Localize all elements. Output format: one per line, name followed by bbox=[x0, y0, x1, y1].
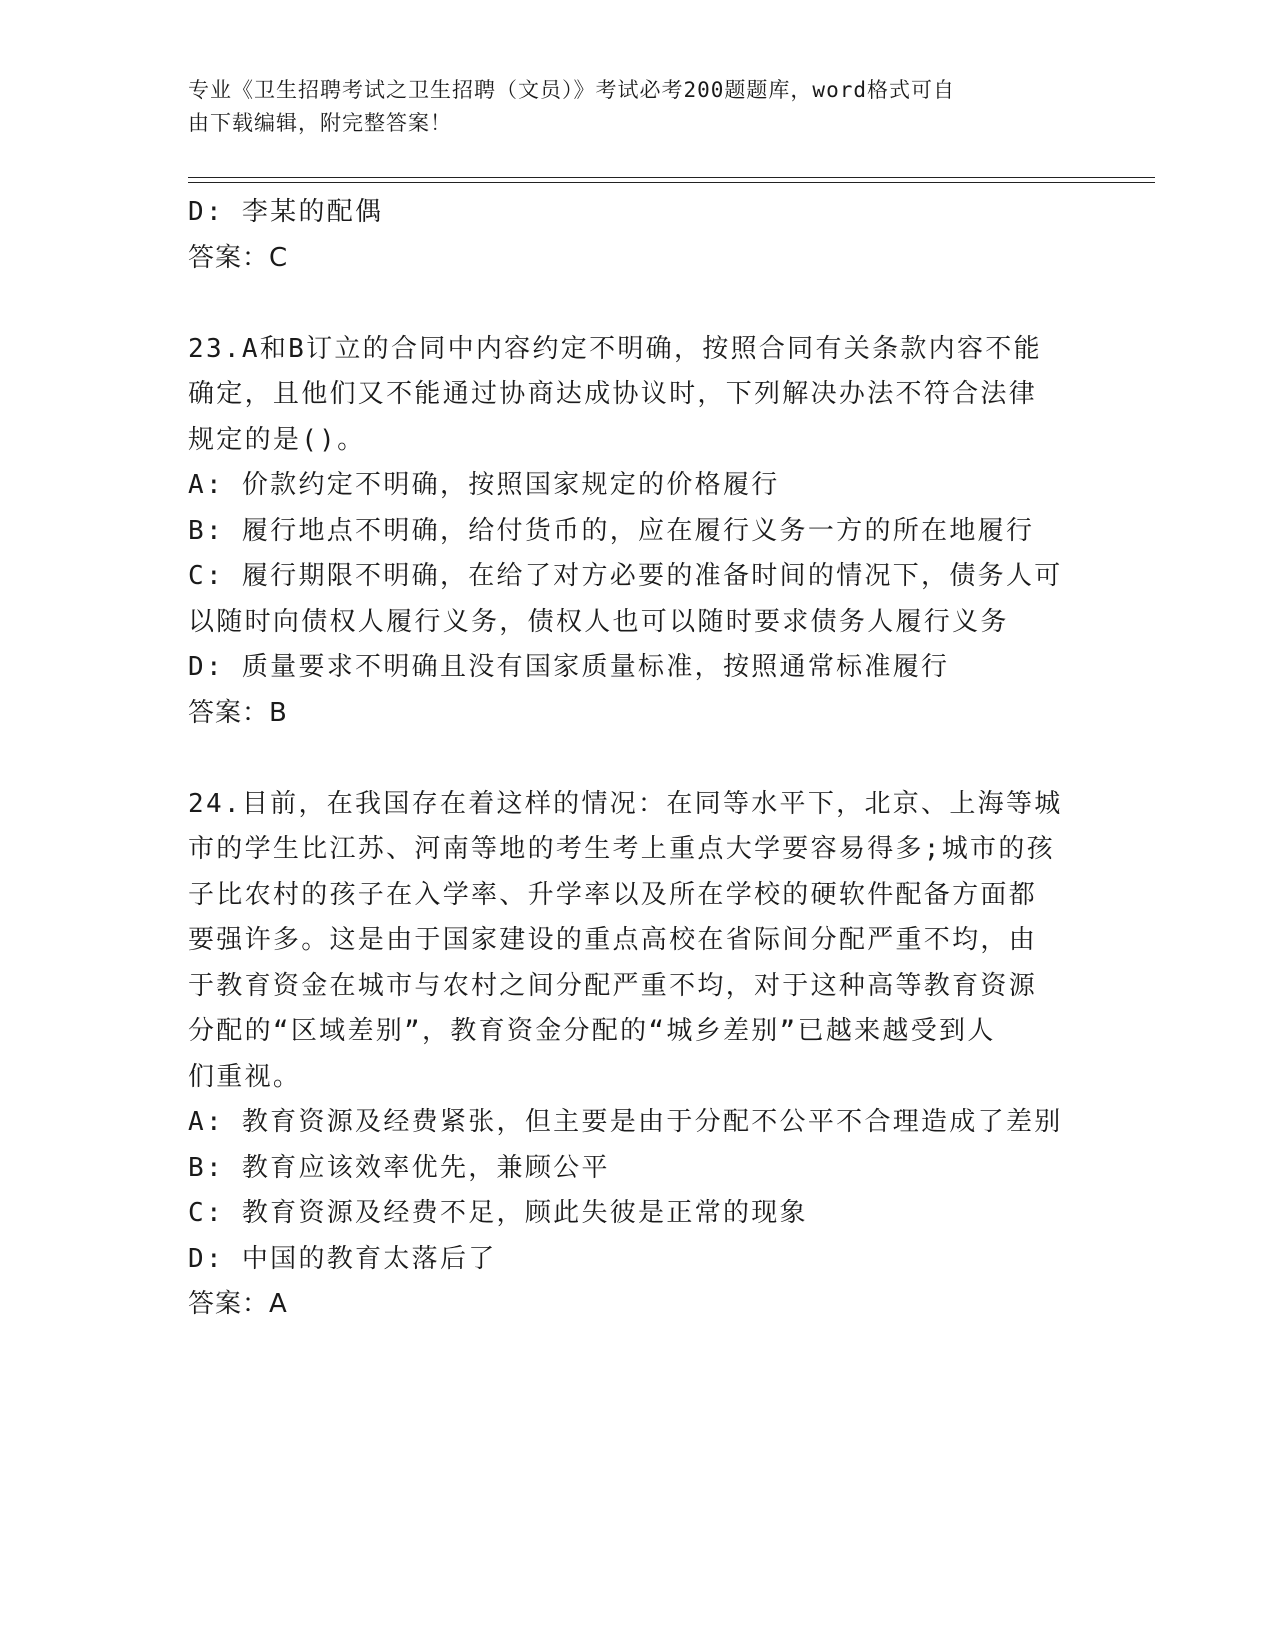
question-text-line: 们重视。 bbox=[188, 1061, 302, 1092]
question-text-line: 分配的“区域差别”，教育资金分配的“城乡差别”已越来越受到人 bbox=[188, 1016, 996, 1046]
option-c-continued: 以随时向债权人履行义务，债权人也可以随时要求债务人履行义务 bbox=[188, 606, 1009, 637]
option-c: C: 履行期限不明确，在给了对方必要的准备时间的情况下，债务人可 bbox=[188, 561, 1063, 591]
option-b: B: 教育应该效率优先，兼顾公平 bbox=[188, 1152, 610, 1183]
question-text-line: 23.A和B订立的合同中内容约定不明确，按照合同有关条款内容不能 bbox=[188, 333, 1042, 364]
question-24 bbox=[188, 782, 1068, 1328]
question-text-line: 子比农村的孩子在入学率、升学率以及所在学校的硬软件配备方面都 bbox=[188, 879, 1038, 910]
answer-line: 答案：B bbox=[188, 697, 288, 728]
option-a: A: 教育资源及经费紧张，但主要是由于分配不公平不合理造成了差别 bbox=[188, 1107, 1063, 1137]
spacer bbox=[188, 281, 1068, 327]
option-d: D: 中国的教育太落后了 bbox=[188, 1243, 497, 1274]
document-body bbox=[188, 190, 1068, 1328]
option-a: A: 价款约定不明确，按照国家规定的价格履行 bbox=[188, 470, 780, 500]
question-23 bbox=[188, 327, 1068, 737]
header-divider-top bbox=[188, 177, 1155, 178]
option-d: D: 李某的配偶 bbox=[188, 197, 384, 227]
spacer bbox=[188, 736, 1068, 782]
option-c: C: 教育资源及经费不足，顾此失彼是正常的现象 bbox=[188, 1198, 808, 1228]
question-text-line: 确定，且他们又不能通过协商达成协议时，下列解决办法不符合法律 bbox=[188, 379, 1038, 409]
question-text-line: 要强许多。这是由于国家建设的重点高校在省际间分配严重不均，由 bbox=[188, 925, 1038, 955]
question-text-line: 市的学生比江苏、河南等地的考生考上重点大学要容易得多;城市的孩 bbox=[188, 834, 1055, 864]
answer-line: 答案：C bbox=[188, 242, 289, 273]
question-text-line: 规定的是()。 bbox=[188, 424, 366, 455]
previous-question-tail bbox=[188, 190, 1068, 281]
option-b: B: 履行地点不明确，给付货币的，应在履行义务一方的所在地履行 bbox=[188, 515, 1035, 546]
header-title-line-1: 专业《卫生招聘考试之卫生招聘（文员）》考试必考200题题库，word格式可自 bbox=[188, 78, 955, 102]
header-title-line-2: 由下载编辑，附完整答案！ bbox=[188, 111, 452, 135]
document-header bbox=[188, 74, 1068, 140]
answer-line: 答案：A bbox=[188, 1289, 288, 1319]
question-text-line: 于教育资金在城市与农村之间分配严重不均，对于这种高等教育资源 bbox=[188, 970, 1038, 1001]
question-text-line: 24.目前，在我国存在着这样的情况：在同等水平下，北京、上海等城 bbox=[188, 788, 1063, 819]
header-divider-bottom bbox=[188, 182, 1155, 183]
option-d: D: 质量要求不明确且没有国家质量标准，按照通常标准履行 bbox=[188, 652, 950, 682]
